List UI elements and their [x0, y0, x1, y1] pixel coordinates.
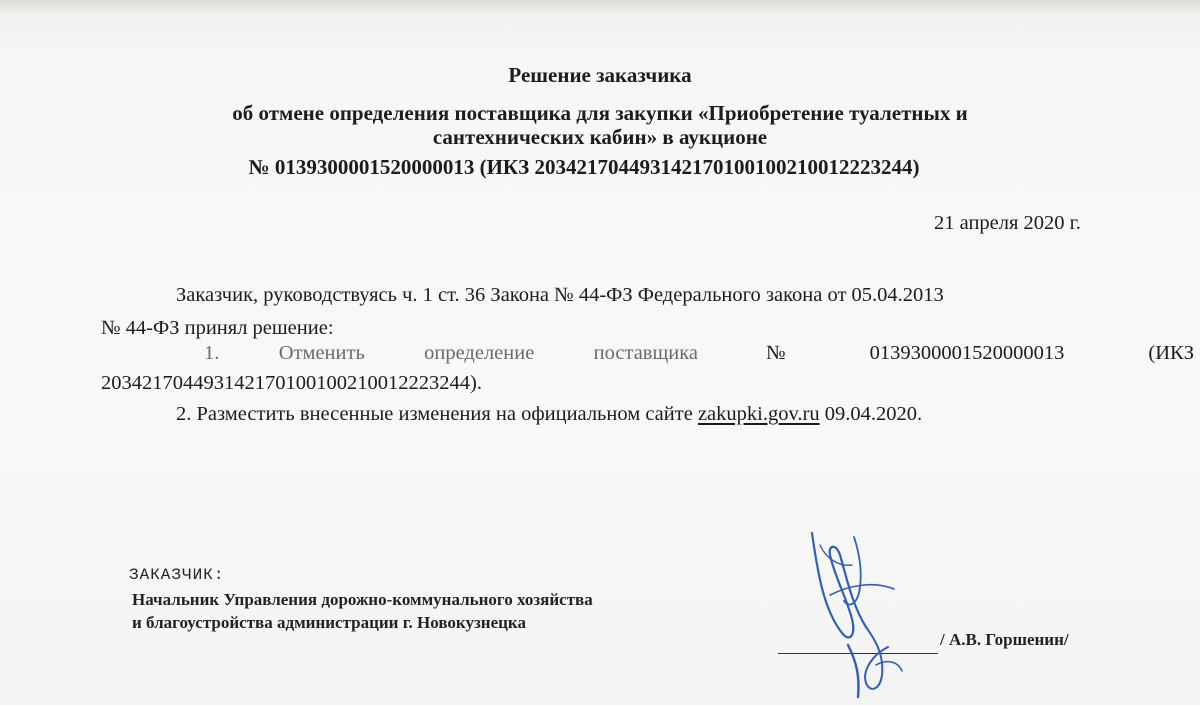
zakupki-link[interactable]: zakupki.gov.ru [697, 403, 820, 425]
handwritten-signature [790, 515, 930, 700]
item2-prefix: 2. Разместить внесенные изменения на официальном сайте [176, 403, 698, 425]
customer-label: ЗАКАЗЧИК: [129, 566, 225, 584]
scan-shadow [0, 0, 1200, 14]
item1-number-sign: № [766, 342, 786, 364]
item1-word-supplier: поставщика [593, 342, 698, 364]
item1-ikz-code: 203421704493142170100100210012223244). [101, 372, 482, 394]
intro-line-1: Заказчик, руководствуясь ч. 1 ст. 36 Закона № 44-ФЗ Федерального закона от 05.04.2013 [176, 284, 944, 306]
position-line-1: Начальник Управления дорожно-коммунального хозяйства [132, 590, 593, 609]
item1-right-part [766, 342, 1194, 365]
item1-number: 1. [204, 342, 220, 364]
item2-suffix: 09.04.2020. [819, 403, 923, 425]
document-date: 21 апреля 2020 г. [934, 212, 1081, 234]
position-line-2: и благоустройства администрации г. Новокузнецка [132, 613, 526, 632]
purchase-number-line: № 0139300001520000013 (ИКЗ 203421704493142170100100210012223244) [248, 155, 920, 179]
item1-left-part [204, 342, 698, 365]
signatory-name: / А.В. Горшенин/ [940, 630, 1069, 649]
document-title: Решение заказчика [508, 63, 692, 87]
item1-ikz-label: (ИКЗ [1148, 342, 1194, 364]
item2-text [176, 403, 922, 426]
intro-line-2: № 44-ФЗ принял решение: [101, 317, 334, 339]
item1-word-cancel: Отменить [278, 342, 365, 364]
item1-purchase-number: 0139300001520000013 [869, 342, 1065, 364]
item1-word-definition: определение [424, 342, 535, 364]
document-subtitle-line2: сантехнических кабин» в аукционе [432, 125, 768, 149]
document-subtitle-line1: об отмене определения поставщика для закупки «Приобретение туалетных и [232, 101, 968, 125]
